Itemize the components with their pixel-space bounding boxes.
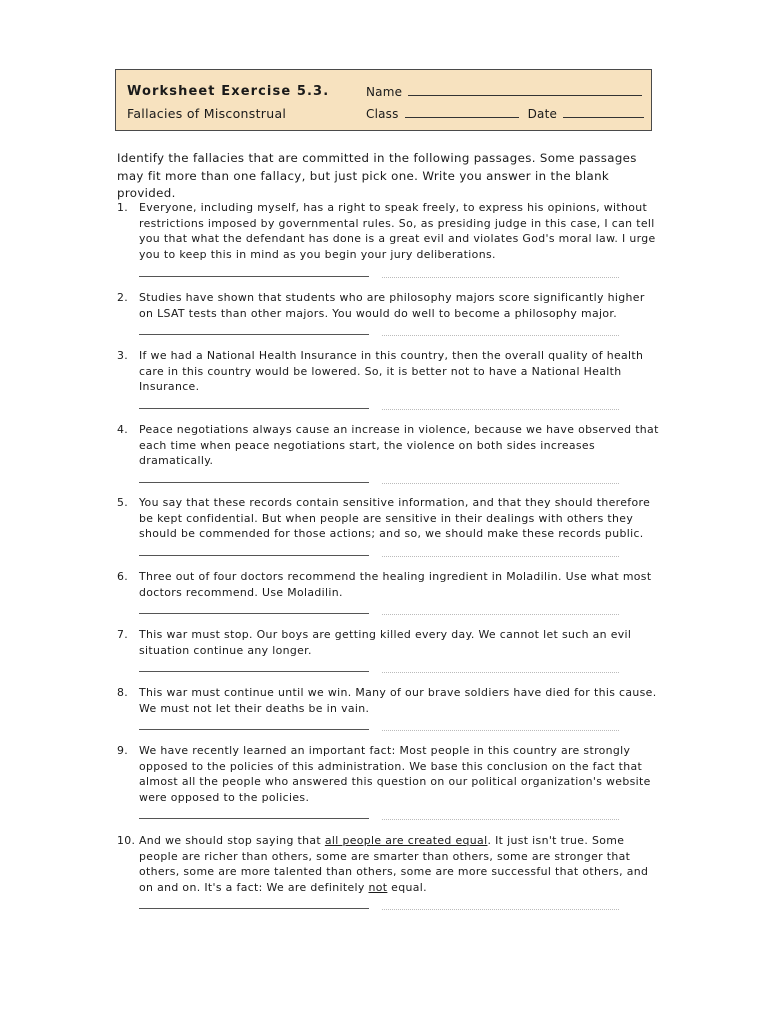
question-item bbox=[117, 422, 662, 469]
question-item bbox=[117, 200, 662, 262]
answer-dotted-line bbox=[382, 730, 619, 731]
worksheet-subtitle: Fallacies of Misconstrual bbox=[127, 106, 287, 121]
question-number: 10. bbox=[117, 834, 136, 847]
question-number: 7. bbox=[117, 628, 129, 641]
answer-blank[interactable] bbox=[139, 908, 369, 909]
question-item bbox=[117, 743, 662, 805]
answer-dotted-line bbox=[382, 483, 619, 484]
class-label: Class bbox=[366, 107, 399, 121]
question-text-part: And we should stop saying that bbox=[139, 834, 325, 847]
answer-dotted-line bbox=[382, 909, 619, 910]
date-label: Date bbox=[527, 107, 558, 121]
answer-blank[interactable] bbox=[139, 482, 369, 483]
date-blank[interactable] bbox=[563, 106, 644, 118]
answer-blank[interactable] bbox=[139, 408, 369, 409]
answer-blank[interactable] bbox=[139, 818, 369, 819]
question-number: 9. bbox=[117, 744, 129, 757]
question-text-part: . It just isn't true. Some people are richer than others, some are smarter than others, some are stronger that others, some are more talented than others, some are more successful that others, and on and on. It's a fact: We are definitely bbox=[139, 834, 649, 894]
answer-blank[interactable] bbox=[139, 613, 369, 614]
question-text: Everyone, including myself, has a right to speak freely, to express his opinions, without restrictions imposed by governmental rules. So, as presiding judge in this case, I can tell you that what the defendant has done is a great evil and violates God's moral law. I urge you to keep this in mind as you begin your jury deliberations. bbox=[139, 201, 656, 261]
name-field[interactable] bbox=[366, 84, 642, 99]
question-text: If we had a National Health Insurance in this country, then the overall quality of health care in this country would be lowered. So, it is better not to have a National Health Insurance. bbox=[139, 349, 644, 394]
name-label: Name bbox=[366, 85, 403, 99]
question-item bbox=[117, 569, 662, 600]
worksheet-title: Worksheet Exercise 5.3. bbox=[127, 84, 330, 99]
instructions: Identify the fallacies that are committed in the following passages. Some passages may fit more than one fallacy, but just pick one. Write you answer in the blank provided. bbox=[117, 151, 637, 200]
question-item bbox=[117, 685, 662, 716]
underlined-phrase: all people are created equal bbox=[324, 834, 488, 847]
question-text bbox=[139, 833, 662, 895]
question-text-part: equal. bbox=[387, 880, 427, 894]
answer-dotted-line bbox=[382, 672, 619, 673]
question-number: 8. bbox=[117, 686, 129, 699]
question-text: Peace negotiations always cause an increase in violence, because we have observed that each time when peace negotiations start, the violence on both sides increases dramatically. bbox=[139, 423, 659, 468]
answer-dotted-line bbox=[382, 409, 619, 410]
answer-dotted-line bbox=[382, 556, 619, 557]
answer-blank[interactable] bbox=[139, 555, 369, 556]
question-item bbox=[117, 348, 662, 395]
question-text: You say that these records contain sensitive information, and that they should therefore be kept confidential. But when people are sensitive in their dealings with others they should be commended for those actions; and so, we should make these records public. bbox=[139, 496, 651, 541]
underlined-word: not bbox=[368, 880, 388, 894]
question-item bbox=[117, 627, 662, 658]
question-number: 2. bbox=[117, 291, 129, 304]
worksheet-header bbox=[115, 69, 652, 131]
answer-dotted-line bbox=[382, 614, 619, 615]
answer-dotted-line bbox=[382, 819, 619, 820]
question-text: Three out of four doctors recommend the healing ingredient in Moladilin. Use what most doctors recommend. Use Moladilin. bbox=[139, 570, 652, 599]
answer-blank[interactable] bbox=[139, 671, 369, 672]
question-number: 5. bbox=[117, 496, 129, 509]
question-number: 3. bbox=[117, 349, 129, 362]
question-text: This war must continue until we win. Many of our brave soldiers have died for this cause. We must not let their deaths be in vain. bbox=[139, 686, 657, 715]
question-item bbox=[117, 833, 662, 895]
answer-blank[interactable] bbox=[139, 334, 369, 335]
class-date-row bbox=[366, 106, 644, 121]
question-text: Studies have shown that students who are philosophy majors score significantly higher on LSAT tests than other majors. You would do well to become a philosophy major. bbox=[139, 291, 645, 320]
question-number: 1. bbox=[117, 201, 129, 214]
class-blank[interactable] bbox=[405, 106, 519, 118]
answer-dotted-line bbox=[382, 277, 619, 278]
question-text: This war must stop. Our boys are getting killed every day. We cannot let such an evil situation continue any longer. bbox=[139, 628, 632, 657]
question-number: 6. bbox=[117, 570, 129, 583]
question-number: 4. bbox=[117, 423, 129, 436]
question-item bbox=[117, 495, 662, 542]
question-text: We have recently learned an important fact: Most people in this country are strongly opposed to the policies of this administration. We base this conclusion on the fact that almost all the people who answered this question on our political organization's website were opposed to the policies. bbox=[139, 744, 651, 804]
question-item bbox=[117, 290, 662, 321]
answer-blank[interactable] bbox=[139, 729, 369, 730]
answer-dotted-line bbox=[382, 335, 619, 336]
answer-blank[interactable] bbox=[139, 276, 369, 277]
name-blank[interactable] bbox=[408, 84, 642, 96]
